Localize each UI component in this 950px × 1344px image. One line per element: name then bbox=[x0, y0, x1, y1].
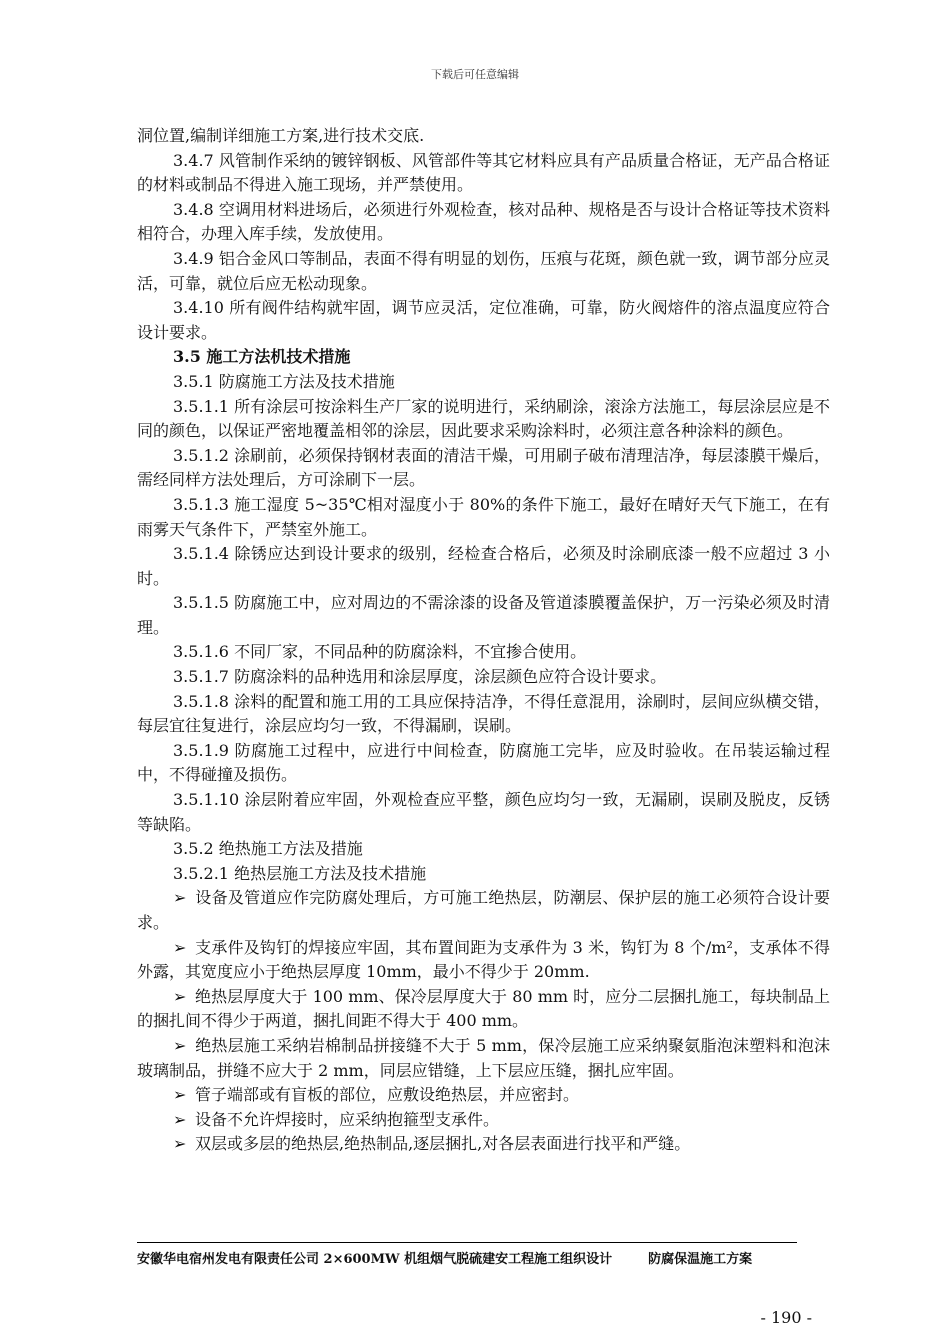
bullet-arrow-icon: ➢ bbox=[173, 986, 187, 1006]
footer-divider bbox=[137, 1242, 797, 1243]
body-paragraph: 3.5.1.1 所有涂层可按涂料生产厂家的说明进行，采纳刷涂，滚涂方法施工，每层涂层应是不同的颜色，以保证严密地覆盖相邻的涂层，因此要求采购涂料时，必须注意各种涂料的颜色。 bbox=[137, 396, 830, 441]
body-paragraph: 3.5.2 绝热施工方法及措施 bbox=[173, 839, 363, 859]
bullet-text: 管子端部或有盲板的部位，应敷设绝热层，并应密封。 bbox=[195, 1085, 580, 1105]
body-paragraph: 3.4.8 空调用材料进场后，必须进行外观检查，核对品种、规格是否与设计合格证等技术资料相符合，办理入库手续，发放使用。 bbox=[137, 199, 830, 244]
body-paragraph: 3.5.1.5 防腐施工中，应对周边的不需涂漆的设备及管道漆膜覆盖保护，万一污染必须及时清理。 bbox=[137, 593, 830, 637]
bullet-item bbox=[137, 985, 830, 1034]
body-paragraph: 3.5.1 防腐施工方法及技术措施 bbox=[173, 371, 395, 391]
bullet-arrow-icon: ➢ bbox=[173, 1085, 187, 1105]
bullet-item bbox=[137, 1108, 830, 1133]
bullet-arrow-icon: ➢ bbox=[173, 1035, 187, 1055]
bullet-text: 设备及管道应作完防腐处理后，方可施工绝热层，防潮层、保护层的施工必须符合设计要求。 bbox=[137, 888, 830, 932]
body-paragraph: 3.5.1.3 施工湿度 5~35℃相对湿度小于 80%的条件下施工，最好在晴好天气下施工，在有雨雾天气条件下，严禁室外施工。 bbox=[137, 494, 830, 539]
bullet-item bbox=[137, 886, 830, 935]
bullet-arrow-icon: ➢ bbox=[173, 937, 187, 957]
body-paragraph: 3.5.1.4 除锈应达到设计要求的级别，经检查合格后，必须及时涂刷底漆一般不应超过 3 小时。 bbox=[137, 544, 830, 588]
bullet-item bbox=[137, 1083, 830, 1108]
bullet-arrow-icon: ➢ bbox=[173, 888, 187, 908]
bullet-arrow-icon: ➢ bbox=[173, 1134, 187, 1154]
bullet-text: 设备不允许焊接时，应采纳抱箍型支承件。 bbox=[195, 1109, 500, 1129]
body-paragraph: 3.4.7 风管制作采纳的镀锌钢板、风管部件等其它材料应具有产品质量合格证，无产品合格证的材料或制品不得进入施工现场，并严禁使用。 bbox=[137, 150, 830, 195]
bullet-item bbox=[137, 1132, 830, 1157]
page-header-note: 下载后可任意编辑 bbox=[431, 68, 519, 81]
body-paragraph: 3.5.1.10 涂层附着应牢固，外观检查应平整，颜色应均匀一致，无漏刷，误刷及脱皮，反锈等缺陷。 bbox=[137, 790, 830, 834]
bullet-item bbox=[137, 1034, 830, 1083]
bullet-arrow-icon: ➢ bbox=[173, 1109, 187, 1129]
body-paragraph: 3.5.2.1 绝热层施工方法及技术措施 bbox=[173, 863, 427, 883]
body-paragraph: 3.5.1.6 不同厂家，不同品种的防腐涂料，不宜掺合使用。 bbox=[173, 642, 587, 662]
body-paragraph: 3.5.1.8 涂料的配置和施工用的工具应保持洁净，不得任意混用，涂刷时，层间应纵横交错，每层宜往复进行，涂层应均匀一致，不得漏刷，误刷。 bbox=[137, 691, 830, 736]
body-paragraph: 3.4.9 铝合金风口等制品，表面不得有明显的划伤，压痕与花斑，颜色就一致，调节部分应灵活，可靠，就位后应无松动现象。 bbox=[137, 248, 830, 293]
page-number: - 190 - bbox=[760, 1308, 812, 1327]
body-paragraph: 3.5.1.7 防腐涂料的品种选用和涂层厚度，涂层颜色应符合设计要求。 bbox=[173, 667, 667, 687]
body-paragraph: 3.4.10 所有阀件结构就牢固，调节应灵活，定位准确，可靠，防火阀熔件的溶点温度应符合设计要求。 bbox=[137, 298, 830, 342]
bullet-text: 绝热层厚度大于 100 mm、保冷层厚度大于 80 mm 时，应分二层捆扎施工，每块制品上的捆扎间不得少于两道，捆扎间距不得大于 400 mm。 bbox=[137, 986, 830, 1031]
document-body bbox=[137, 124, 830, 1157]
footer-project-title: 安徽华电宿州发电有限责任公司 2×600MW 机组烟气脱硫建安工程施工组织设计 bbox=[137, 1252, 613, 1267]
body-paragraph: 3.5.1.2 涂刷前，必须保持钢材表面的清洁干燥，可用刷子破布清理洁净，每层漆膜干燥后，需经同样方法处理后，方可涂刷下一层。 bbox=[137, 445, 830, 490]
bullet-text: 双层或多层的绝热层,绝热制品,逐层捆扎,对各层表面进行找平和严缝。 bbox=[195, 1134, 691, 1154]
page-footer bbox=[137, 1248, 817, 1267]
footer-section-title: 防腐保温施工方案 bbox=[648, 1252, 753, 1267]
bullet-item bbox=[137, 936, 830, 985]
body-paragraph: 洞位置,编制详细施工方案,进行技术交底. bbox=[137, 126, 425, 145]
bullet-text: 支承件及钩钉的焊接应牢固，其布置间距为支承件为 3 米，钩钉为 8 个/m²，支承体不得外露，其宽度应小于绝热层厚度 10mm，最小不得少于 20mm. bbox=[137, 937, 830, 982]
section-heading: 3.5 施工方法机技术措施 bbox=[173, 347, 351, 367]
body-paragraph: 3.5.1.9 防腐施工过程中，应进行中间检查，防腐施工完毕，应及时验收。在吊装运输过程中，不得碰撞及损伤。 bbox=[137, 740, 830, 785]
bullet-text: 绝热层施工采纳岩棉制品拼接缝不大于 5 mm，保冷层施工应采纳聚氨脂泡沫塑料和泡沫玻璃制品，拼缝不应大于 2 mm，同层应错缝，上下层应压缝，捆扎应牢固。 bbox=[137, 1035, 830, 1080]
